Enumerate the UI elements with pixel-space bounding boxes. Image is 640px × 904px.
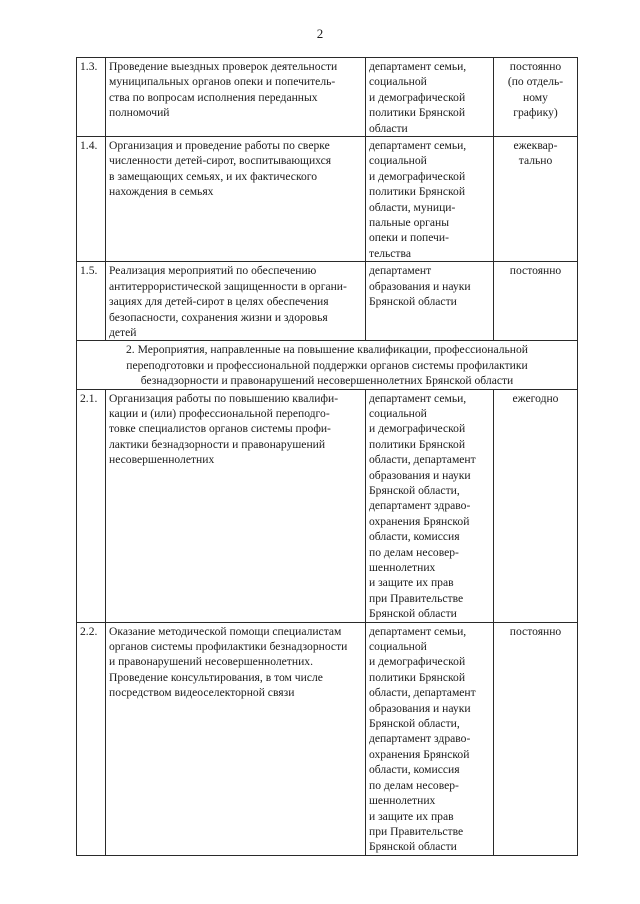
responsible-cell: департамент семьи, социальной и демографической политики Брянской области, департамент образования и науки Брянской области, департамент здраво- охранения Брянской области, комиссия по делам несовер- шеннолетних и защите их прав при Правительстве Брянской области (366, 389, 494, 622)
term-cell: постоянно (494, 622, 578, 855)
item-number: 1.3. (77, 58, 106, 137)
table-row (77, 58, 578, 137)
responsible-cell: департамент семьи, социальной и демографической политики Брянской области (366, 58, 494, 137)
item-number: 2.2. (77, 622, 106, 855)
activity-cell: Оказание методической помощи специалистам органов системы профилактики безнадзорности и правонарушений несовершеннолетних. Проведение консультирования, в том числе посредством видеоселекторной связи (106, 622, 366, 855)
item-number: 1.5. (77, 262, 106, 341)
term-cell: ежеквар- тально (494, 137, 578, 262)
responsible-cell: департамент семьи, социальной и демографической политики Брянской области, муници- пальные органы опеки и попечи- тельства (366, 137, 494, 262)
item-number: 1.4. (77, 137, 106, 262)
activity-cell: Организация и проведение работы по сверке численности детей-сирот, воспитывающихся в замещающих семьях, и их фактического нахождения в семьях (106, 137, 366, 262)
term-cell: постоянно (494, 262, 578, 341)
action-plan-table (76, 57, 578, 856)
term-cell: ежегодно (494, 389, 578, 622)
section-heading-row (77, 341, 578, 389)
responsible-cell: департамент образования и науки Брянской области (366, 262, 494, 341)
activity-cell: Реализация мероприятий по обеспечению антитеррористической защищенности в органи- зациях для детей-сирот в целях обеспечения безопасности, сохранения жизни и здоровья детей (106, 262, 366, 341)
activity-cell: Организация работы по повышению квалифи- кации и (или) профессиональной переподго- товке специалистов органов системы профи- лактики безнадзорности и правонарушений несовершеннолетних (106, 389, 366, 622)
table-row (77, 137, 578, 262)
table-row (77, 389, 578, 622)
responsible-cell: департамент семьи, социальной и демографической политики Брянской области, департамент образования и науки Брянской области, департамент здраво- охранения Брянской области, комиссия по делам несовер- шеннолетних и защите их прав при Правительстве Брянской области (366, 622, 494, 855)
term-cell: постоянно (по отдель- ному графику) (494, 58, 578, 137)
page-number: 2 (316, 26, 324, 41)
table-row (77, 622, 578, 855)
activity-cell: Проведение выездных проверок деятельности муниципальных органов опеки и попечитель- ства по вопросам исполнения переданных полномочий (106, 58, 366, 137)
table-row (77, 262, 578, 341)
section-heading: 2. Мероприятия, направленные на повышение квалификации, профессиональной переподготовки и профессиональной поддержки органов системы профилактики безнадзорности и правонарушений несовершеннолетних Брянской области (77, 341, 578, 389)
item-number: 2.1. (77, 389, 106, 622)
